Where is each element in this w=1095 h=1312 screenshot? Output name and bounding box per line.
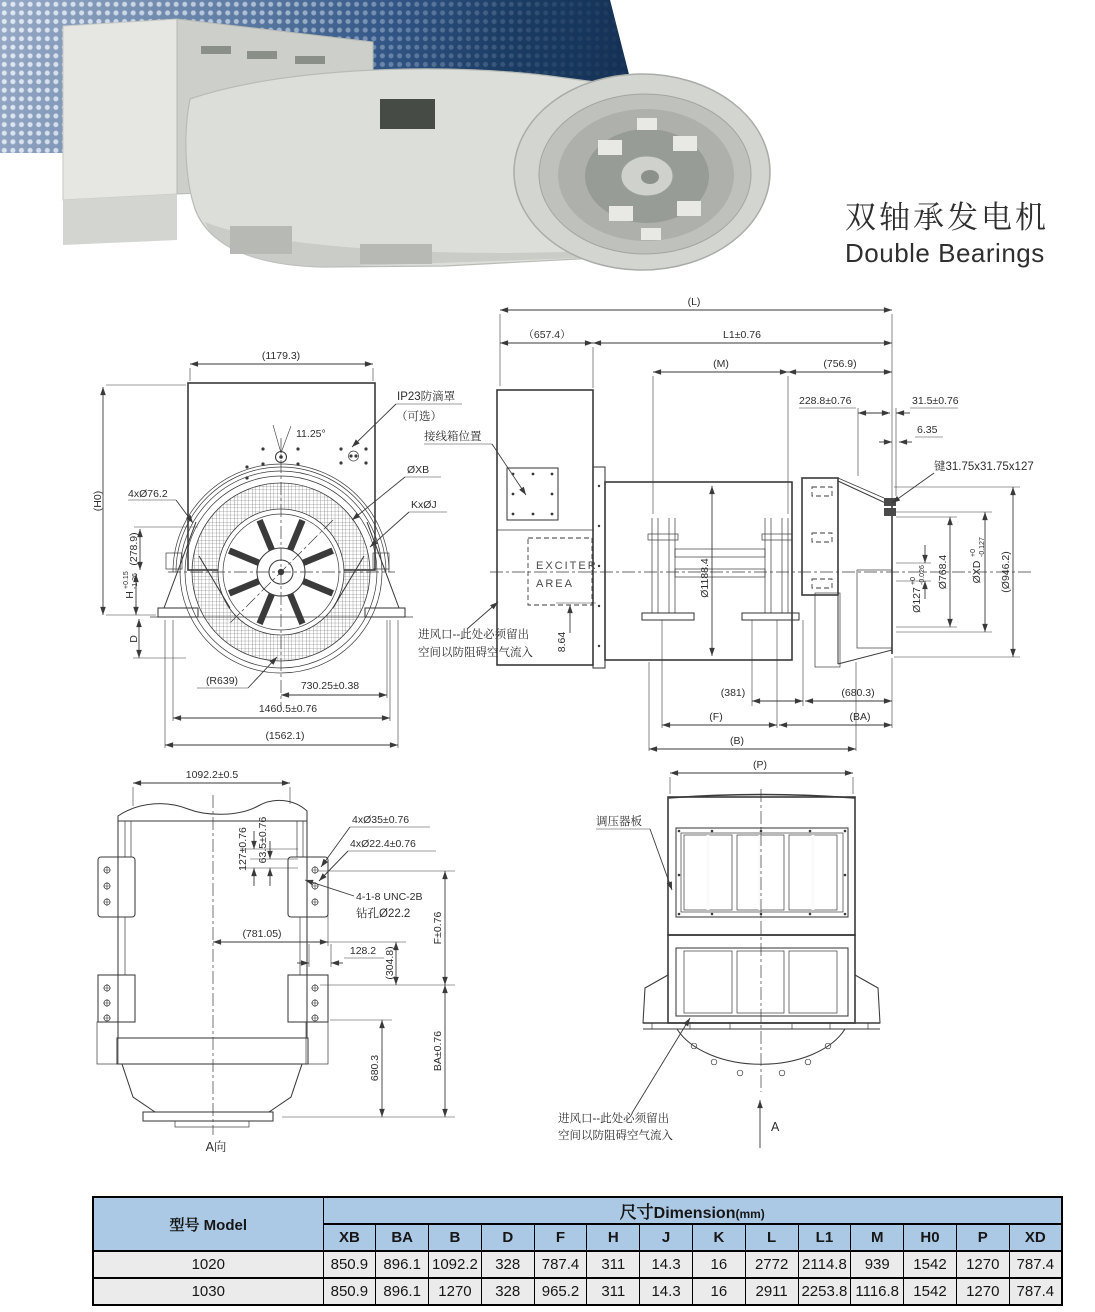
dim-781-label: (781.05) [242,928,282,940]
dim-1460-label: 1460.5±0.76 [258,703,318,715]
value-cell: 1270 [956,1278,1009,1305]
col-header-xd: XD [1009,1224,1062,1251]
label-exciter-2: AREA [536,578,574,590]
dim-h-tol-label [123,571,139,599]
value-cell: 1542 [904,1251,957,1278]
dim-127off-label: 127±0.76 [237,827,249,871]
value-cell: 1270 [956,1251,1009,1278]
label-xb: ØXB [407,464,430,476]
dimension-header-cell [323,1197,1062,1224]
dim-1092-label: 1092.2±0.5 [185,769,239,781]
value-cell: 939 [851,1251,904,1278]
svg-text:-0.127: -0.127 [979,537,986,557]
value-cell: 850.9 [323,1251,376,1278]
dim-657-label: （657.4） [523,329,571,341]
table-row-1020 [93,1251,1062,1278]
dimension-table [92,1196,1063,1306]
dim-381-label: (381) [720,687,746,699]
value-cell: 16 [692,1278,745,1305]
note-inlet-line2: 空间以防阻碍空气流入 [418,647,533,659]
label-arrow-a: A [771,1120,780,1134]
label-kxj: KxØJ [411,499,437,511]
dim-d-label: D [128,635,140,643]
dim-31-label: 31.5±0.76 [912,395,959,407]
dimension-header-unit: (mm) [735,1207,765,1221]
dimension-header-en: Dimension [653,1205,736,1222]
value-cell: 311 [587,1278,640,1305]
svg-text:ØXD: ØXD [971,560,983,584]
generator-open-end [514,74,770,270]
svg-text:+0: +0 [910,577,917,585]
col-header-m: M [851,1224,904,1251]
dim-278-label: (278.9) [128,532,140,566]
value-cell: 311 [587,1251,640,1278]
col-header-l1: L1 [798,1224,851,1251]
value-cell: 787.4 [1009,1278,1062,1305]
col-header-d: D [481,1224,534,1251]
dimension-header-cn: 尺寸 [619,1203,654,1222]
note-inlet2-line2: 空间以防阻碍空气流入 [558,1130,673,1142]
dim-P-label: (P) [753,759,767,771]
label-key: 键31.75x31.75x127 [934,461,1034,473]
note-inlet2-line1: 进风口--此处必须留出 [558,1113,670,1125]
svg-text:H: H [124,591,136,599]
value-cell: 16 [692,1251,745,1278]
dim-756-label: (756.9) [823,358,857,370]
label-junction-box: 接线箱位置 [424,431,482,443]
generator-photo [25,4,785,272]
col-header-k: K [692,1224,745,1251]
dim-xd-label [970,537,986,583]
label-exciter-1: EXCITER [536,560,598,572]
model-cell: 1030 [93,1278,323,1305]
col-header-j: J [640,1224,693,1251]
table-row-1030 [93,1278,1062,1305]
dim-h0-label: (H0) [92,490,104,512]
p-view-drawing [558,759,880,1148]
dim-L-label: (L) [687,296,701,308]
dim-4x224-label: 4xØ22.4±0.76 [350,838,416,850]
label-regulator: 调压器板 [596,816,642,828]
dim-680v-label: 680.3 [369,1054,381,1082]
dim-4x35-label: 4xØ35±0.76 [352,814,410,826]
value-cell: 1092.2 [429,1251,482,1278]
dim-L1-label: L1±0.76 [723,329,761,341]
value-cell: 787.4 [1009,1251,1062,1278]
a-view-dimensions [133,769,455,1154]
dim-angle-label: 11.25° [296,428,326,440]
value-cell: 2114.8 [798,1251,851,1278]
value-cell: 328 [481,1251,534,1278]
value-cell: 328 [481,1278,534,1305]
svg-text:-1.36: -1.36 [132,573,139,589]
a-view-drawing [97,769,455,1154]
value-cell: 896.1 [376,1278,429,1305]
dim-F-label: (F) [709,711,723,723]
note-inlet-line1: 进风口--此处必须留出 [418,629,530,641]
side-view-geometry [490,390,1032,668]
technical-drawings [0,290,1095,1175]
label-a-view: A向 [205,1140,227,1154]
value-cell: 2772 [745,1251,798,1278]
svg-text:+0: +0 [970,549,977,557]
value-cell: 850.9 [323,1278,376,1305]
front-view-geometry [150,383,413,708]
col-header-ba: BA [376,1224,429,1251]
side-view-dimensions [418,296,1034,751]
value-cell: 2911 [745,1278,798,1305]
dim-1188-label: Ø1188.4 [699,558,711,598]
dim-M-label: (M) [713,358,729,370]
dim-r639-label: (R639) [205,675,239,687]
p-view-dimensions [558,759,853,1148]
p-view-geometry [643,789,880,1092]
dim-228-label: 228.8±0.76 [799,395,852,407]
col-header-h0: H0 [904,1224,957,1251]
label-unc: 4-1-8 UNC-2B [356,891,423,903]
dim-1562-label: (1562.1) [265,730,305,742]
col-header-h: H [587,1224,640,1251]
col-header-p: P [956,1224,1009,1251]
label-ip23-line1: IP23防滴罩 [397,391,456,403]
dim-864-label: 8.64 [556,631,568,653]
table-header-row-1 [93,1197,1062,1224]
model-cell: 1020 [93,1251,323,1278]
dim-4x76-label: 4xØ76.2 [128,488,168,500]
value-cell: 1270 [429,1278,482,1305]
dim-63off-label: 63.5±0.76 [257,816,269,864]
dim-635-label: 6.35 [917,424,938,436]
dim-768-label: Ø768.4 [937,554,949,590]
bolt-dots [245,447,367,479]
side-view-drawing [418,296,1034,751]
page-title-cn: 双轴承发电机 [845,200,1049,235]
dim-1179-label: (1179.3) [261,350,301,362]
dim-BA-tol-label: BA±0.76 [432,1030,444,1072]
value-cell: 1116.8 [851,1278,904,1305]
label-ip23-line2: （可选） [396,411,442,423]
dim-304-label: (304.8) [384,946,396,980]
col-header-xb: XB [323,1224,376,1251]
page-title-en: Double Bearings [845,238,1045,268]
dim-680-label: (680.3) [841,687,875,699]
svg-text:-0.026: -0.026 [919,565,926,585]
value-cell: 896.1 [376,1251,429,1278]
dim-BA-label: (BA) [849,711,871,723]
value-cell: 965.2 [534,1278,587,1305]
col-header-f: F [534,1224,587,1251]
dim-B-label: (B) [730,735,744,747]
a-view-geometry [97,795,328,1135]
value-cell: 787.4 [534,1251,587,1278]
col-header-b: B [429,1224,482,1251]
svg-text:Ø127: Ø127 [911,587,923,613]
value-cell: 14.3 [640,1251,693,1278]
dim-730-label: 730.25±0.38 [300,680,360,692]
dim-128-label: 128.2 [349,945,377,957]
value-cell: 2253.8 [798,1278,851,1305]
dim-946-label: (Ø946.2) [1000,551,1012,593]
col-header-l: L [745,1224,798,1251]
svg-text:+0.15: +0.15 [123,571,130,589]
dim-F-tol-label: F±0.76 [432,911,444,945]
model-header-cell: 型号 Model [93,1197,323,1251]
page-title [845,192,1049,269]
label-drill: 钻孔Ø22.2 [356,908,411,920]
value-cell: 1542 [904,1278,957,1305]
front-view-drawing [92,350,526,748]
value-cell: 14.3 [640,1278,693,1305]
